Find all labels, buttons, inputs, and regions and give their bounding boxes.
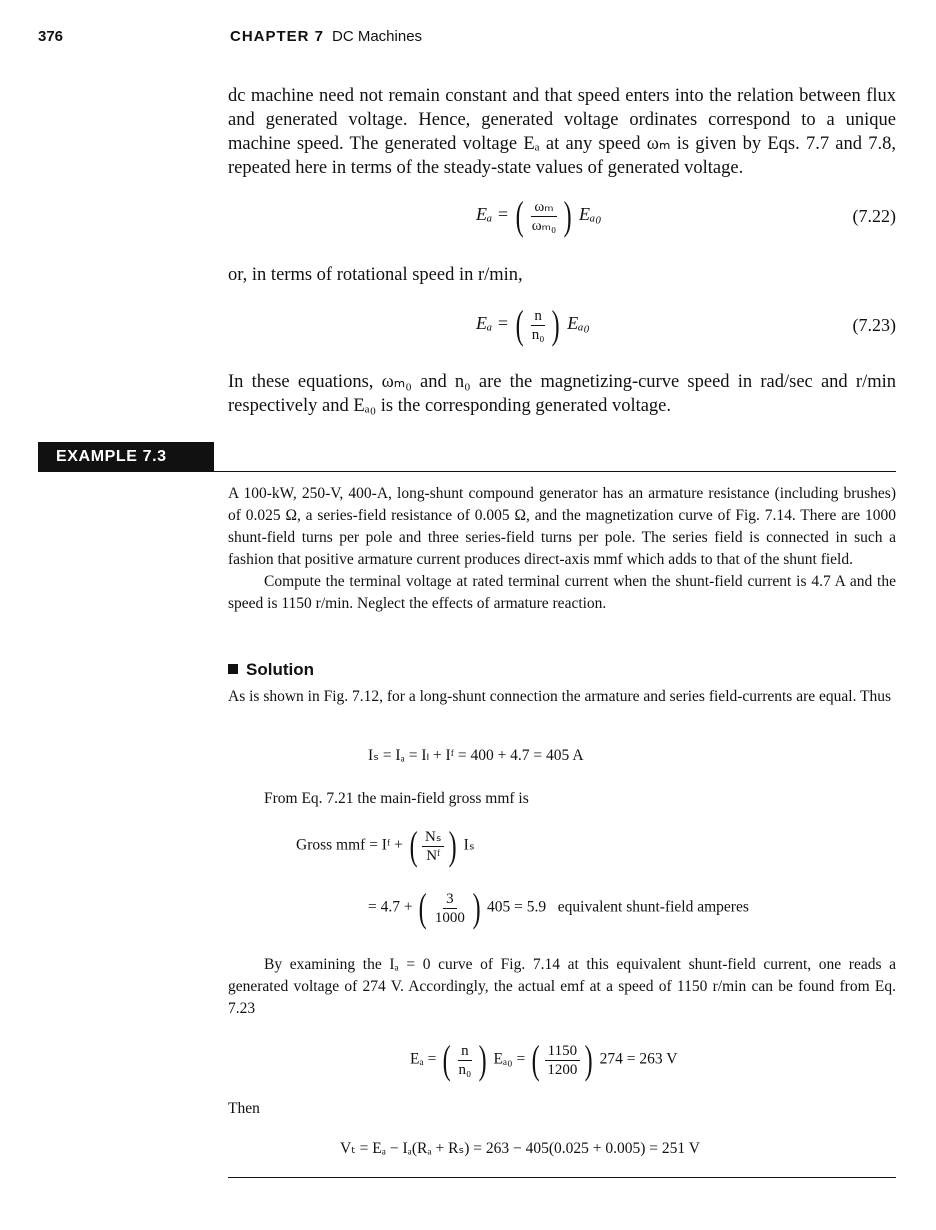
- equation-7-23: Eₐ = ( $\frac{n}{\text{n₀}}$ ) Eₐ₀: [476, 302, 590, 347]
- then-text: Then: [228, 1100, 260, 1117]
- chapter-title: DC Machines: [332, 28, 423, 45]
- solution-paragraph-2: From Eq. 7.21 the main-field gross mmf is: [264, 790, 529, 807]
- bullet-square-icon: [228, 664, 238, 674]
- solution-paragraph-1: As is shown in Fig. 7.12, for a long-shunt connection the armature and series field-currents are equal. Thus: [228, 688, 892, 705]
- equation-7-22: Eₐ = ( $\frac{\text{ωₘ}}{\text{ωₘ₀}}$ ) Eₐ₀: [476, 193, 602, 238]
- solution-paragraph-3: By examining the Iₐ = 0 curve of Fig. 7.14 at this equivalent shunt-field current, one reads a generated voltage of 274 V. Accordingly, the actual emf at a speed of 1150 r/min can be found from Eq. 7.23: [228, 956, 896, 1017]
- running-header: [230, 28, 422, 45]
- example-label: EXAMPLE 7.3: [38, 442, 214, 472]
- page-number: 376: [38, 28, 64, 45]
- terminal-voltage-equation: Vₜ = Eₐ − Iₐ(Rₐ + Rₛ) = 263 − 405(0.025 + 0.005) = 251 V: [340, 1140, 700, 1157]
- solution-heading: Solution: [228, 660, 314, 680]
- bottom-rule: [228, 1177, 896, 1178]
- emf-equation: Eₐ = ( $\frac{n}{\text{n₀}}$ ) Eₐ₀ = ( $\frac{1150}{1200}$ ) 274 = 263 V: [410, 1037, 678, 1082]
- intro-paragraph: dc machine need not remain constant and that speed enters into the relation between flux and generated voltage. Hence, generated voltage ordinates correspond to a unique machine speed. The generated voltage Eₐ at any speed ωₘ is given by Eqs. 7.7 and 7.8, repeated here in terms of the steady-state values of generated voltage.: [228, 86, 896, 178]
- gross-mmf-equation: Gross mmf = Iᶠ + ( $\frac{\text{Nₛ}}{\text{Nᶠ}}$ ) Iₛ: [296, 823, 475, 868]
- current-equation: Iₛ = Iₐ = Iₗ + Iᶠ = 400 + 4.7 = 405 A: [368, 747, 584, 764]
- or-paragraph: or, in terms of rotational speed in r/min,: [228, 265, 523, 285]
- example-rule: [214, 471, 896, 472]
- equation-number-7-23: (7.23): [852, 315, 896, 335]
- explanation-paragraph: In these equations, ωₘ₀ and n₀ are the magnetizing-curve speed in rad/sec and r/min respectively and Eₐ₀ is the corresponding generated voltage.: [228, 372, 896, 416]
- gross-mmf-note: equivalent shunt-field amperes: [557, 898, 749, 916]
- chapter-label: CHAPTER 7: [230, 28, 325, 45]
- gross-mmf-result: = 4.7 + ( $\frac{3}{1000}$ ) 405 = 5.9 equivalent shunt-field amperes: [368, 885, 749, 930]
- example-problem: A 100-kW, 250-V, 400-A, long-shunt compound generator has an armature resistance (including brushes) of 0.025 Ω, a series-field resistance of 0.005 Ω, and the magnetization curve of Fig. 7.14. There are 1000 shunt-field turns per pole and three series-field turns per pole. The series field is connected in such a fashion that positive armature current produces direct-axis mmf which adds to that of the shunt field. Compute the terminal voltage at rated terminal current when the shunt-field current is 4.7 A and the speed is 1150 r/min. Neglect the effects of armature reaction.: [228, 485, 896, 612]
- equation-number-7-22: (7.22): [852, 206, 896, 226]
